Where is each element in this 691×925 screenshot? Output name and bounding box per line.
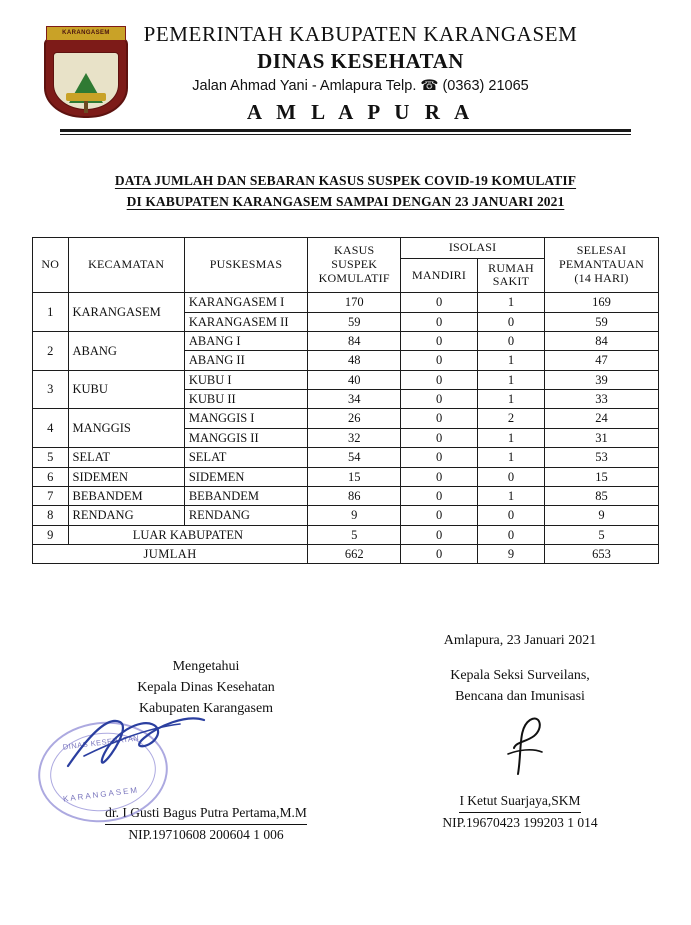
table-row: [33, 467, 659, 486]
cell-kasus: 86: [308, 486, 401, 505]
table-row: [33, 409, 659, 428]
cell-total-rumah-sakit: 9: [477, 545, 544, 564]
header-kasus-suspek-komulatif: [308, 237, 401, 292]
cell-total-selesai: 653: [544, 545, 658, 564]
cell-selesai: 24: [544, 409, 658, 428]
cell-puskesmas: RENDANG: [184, 506, 307, 525]
cell-puskesmas: SIDEMEN: [184, 467, 307, 486]
cell-puskesmas: KARANGASEM II: [184, 312, 307, 331]
cell-mandiri: 0: [401, 370, 478, 389]
table-row: [33, 486, 659, 505]
cell-no: 5: [33, 448, 69, 467]
cell-rumah-sakit: 0: [477, 312, 544, 331]
header-rumah-sakit-line-1: RUMAH: [488, 260, 534, 275]
cell-rumah-sakit: 0: [477, 467, 544, 486]
header-selesai-line-2: PEMANTAUAN: [558, 257, 645, 272]
cell-kasus: 9: [308, 506, 401, 525]
cell-mandiri: 0: [401, 409, 478, 428]
letterhead-city-line: A M L A P U R A: [246, 100, 475, 124]
government-crest-icon: [44, 26, 130, 118]
cell-selesai: 169: [544, 293, 658, 312]
cell-puskesmas: BEBANDEM: [184, 486, 307, 505]
cell-puskesmas: KUBU II: [184, 390, 307, 409]
cell-puskesmas: SELAT: [184, 448, 307, 467]
letterhead-divider: [60, 129, 631, 135]
cell-selesai: 53: [544, 448, 658, 467]
cell-no: 7: [33, 486, 69, 505]
cell-selesai: 39: [544, 370, 658, 389]
table-row-total: [33, 545, 659, 564]
cell-luar-kabupaten-label: LUAR KABUPATEN: [68, 525, 308, 544]
cell-kasus: 34: [308, 390, 401, 409]
table-header-row-1: [33, 237, 659, 258]
header-selesai-line-3: (14 HARI): [574, 270, 629, 285]
table-row: [33, 293, 659, 312]
cell-mandiri: 0: [401, 428, 478, 447]
table-row: [33, 506, 659, 525]
cell-kasus: 48: [308, 351, 401, 370]
cell-mandiri: 0: [401, 467, 478, 486]
cell-rumah-sakit: 1: [477, 293, 544, 312]
document-title-line-2: DI KABUPATEN KARANGASEM SAMPAI DENGAN 23 JANUARI 2021: [126, 193, 565, 209]
cell-no: 1: [33, 293, 69, 332]
cell-total-mandiri: 0: [401, 545, 478, 564]
cell-kasus: 84: [308, 331, 401, 350]
cell-rumah-sakit: 1: [477, 448, 544, 467]
cell-kecamatan: BEBANDEM: [68, 486, 184, 505]
cell-selesai: 47: [544, 351, 658, 370]
signature-left-nip: NIP.19710608 200604 1 006: [128, 826, 284, 842]
signature-block-right: [380, 630, 660, 833]
cell-no: 6: [33, 467, 69, 486]
cell-kasus: 59: [308, 312, 401, 331]
stamp-bottom-text: KARANGASEM: [62, 785, 140, 805]
table-row-luar-kabupaten: [33, 525, 659, 544]
cell-puskesmas: MANGGIS I: [184, 409, 307, 428]
cell-selesai: 9: [544, 506, 658, 525]
signature-left-line-1: Mengetahui: [172, 659, 240, 675]
signature-right-place-date: Amlapura, 23 Januari 2021: [443, 633, 597, 649]
data-table-wrapper: [32, 237, 659, 565]
cell-puskesmas: MANGGIS II: [184, 428, 307, 447]
cell-puskesmas: ABANG II: [184, 351, 307, 370]
cell-kecamatan: ABANG: [68, 331, 184, 370]
cell-rumah-sakit: 0: [477, 506, 544, 525]
cell-kasus: 40: [308, 370, 401, 389]
cell-kecamatan: KARANGASEM: [68, 293, 184, 332]
signature-left-line-3: Kabupaten Karangasem: [138, 701, 274, 717]
header-selesai-line-1: SELESAI: [576, 243, 627, 258]
cell-mandiri: 0: [401, 331, 478, 350]
cell-kasus: 32: [308, 428, 401, 447]
table-body: [33, 293, 659, 564]
cell-kasus: 26: [308, 409, 401, 428]
cell-rumah-sakit: 0: [477, 525, 544, 544]
letterhead-office-line: DINAS KESEHATAN: [257, 49, 464, 73]
cell-mandiri: 0: [401, 390, 478, 409]
cell-puskesmas: KARANGASEM I: [184, 293, 307, 312]
cell-puskesmas: KUBU I: [184, 370, 307, 389]
cell-rumah-sakit: 1: [477, 370, 544, 389]
cell-mandiri: 0: [401, 293, 478, 312]
signature-right-line-1: Kepala Seksi Surveilans,: [450, 668, 590, 684]
header-kasus-line-2: SUSPEK: [331, 257, 378, 272]
table-row: [33, 370, 659, 389]
cell-mandiri: 0: [401, 486, 478, 505]
header-kasus-line-3: KOMULATIF: [318, 270, 390, 285]
cell-rumah-sakit: 1: [477, 390, 544, 409]
header-no: NO: [33, 237, 69, 292]
cell-no: 9: [33, 525, 69, 544]
cell-selesai: 85: [544, 486, 658, 505]
letterhead-address-line: Jalan Ahmad Yani - Amlapura Telp. ☎ (0363) 21065: [192, 78, 529, 94]
document-title-line-1: DATA JUMLAH DAN SEBARAN KASUS SUSPEK COVID-19 KOMULATIF: [114, 173, 577, 188]
signature-area: [0, 630, 691, 840]
signature-left-name: dr. I Gusti Bagus Putra Pertama,M.M: [66, 803, 346, 824]
header-kecamatan: KECAMATAN: [68, 237, 184, 292]
cell-selesai: 59: [544, 312, 658, 331]
letterhead-government-line: PEMERINTAH KABUPATEN KARANGASEM: [143, 22, 578, 46]
cell-no: 8: [33, 506, 69, 525]
cell-kasus: 170: [308, 293, 401, 312]
cell-mandiri: 0: [401, 351, 478, 370]
cell-no: 2: [33, 331, 69, 370]
cell-rumah-sakit: 1: [477, 428, 544, 447]
cell-kecamatan: SIDEMEN: [68, 467, 184, 486]
cell-selesai: 84: [544, 331, 658, 350]
table-row: [33, 331, 659, 350]
cell-rumah-sakit: 1: [477, 486, 544, 505]
cell-kecamatan: SELAT: [68, 448, 184, 467]
table-header: [33, 237, 659, 292]
header-puskesmas: PUSKESMAS: [184, 237, 307, 292]
cell-kasus: 5: [308, 525, 401, 544]
covid-suspect-cases-table: [32, 237, 659, 565]
cell-kecamatan: MANGGIS: [68, 409, 184, 448]
cell-selesai: 15: [544, 467, 658, 486]
cell-total-label: JUMLAH: [33, 545, 308, 564]
header-rumah-sakit: [477, 258, 544, 293]
cell-selesai: 33: [544, 390, 658, 409]
document-title: [0, 171, 691, 213]
header-rumah-sakit-line-2: SAKIT: [492, 274, 530, 289]
signature-left-line-2: Kepala Dinas Kesehatan: [137, 680, 275, 696]
table-row: [33, 448, 659, 467]
cell-mandiri: 0: [401, 506, 478, 525]
header-selesai-pemantauan: [544, 237, 658, 292]
header-mandiri: MANDIRI: [401, 258, 478, 293]
signature-right-line-2: Bencana dan Imunisasi: [455, 689, 585, 705]
cell-kecamatan: RENDANG: [68, 506, 184, 525]
cell-total-kasus: 662: [308, 545, 401, 564]
cell-selesai: 31: [544, 428, 658, 447]
cell-rumah-sakit: 2: [477, 409, 544, 428]
signature-right-nip: NIP.19670423 199203 1 014: [442, 814, 598, 830]
cell-no: 3: [33, 370, 69, 409]
cell-mandiri: 0: [401, 312, 478, 331]
cell-puskesmas: ABANG I: [184, 331, 307, 350]
cell-kasus: 54: [308, 448, 401, 467]
signature-right-name: I Ketut Suarjaya,SKM: [380, 791, 660, 812]
cell-mandiri: 0: [401, 525, 478, 544]
cell-rumah-sakit: 1: [477, 351, 544, 370]
cell-kasus: 15: [308, 467, 401, 486]
cell-rumah-sakit: 0: [477, 331, 544, 350]
header-isolasi: ISOLASI: [401, 237, 545, 258]
crest-ribbon-label: KARANGASEM: [46, 26, 126, 41]
cell-selesai: 5: [544, 525, 658, 544]
cell-kecamatan: KUBU: [68, 370, 184, 409]
stamp-top-text: DINAS KESEHATAN: [62, 733, 140, 753]
header-kasus-line-1: KASUS: [334, 243, 375, 258]
cell-mandiri: 0: [401, 448, 478, 467]
letterhead: [0, 0, 691, 135]
cell-no: 4: [33, 409, 69, 448]
